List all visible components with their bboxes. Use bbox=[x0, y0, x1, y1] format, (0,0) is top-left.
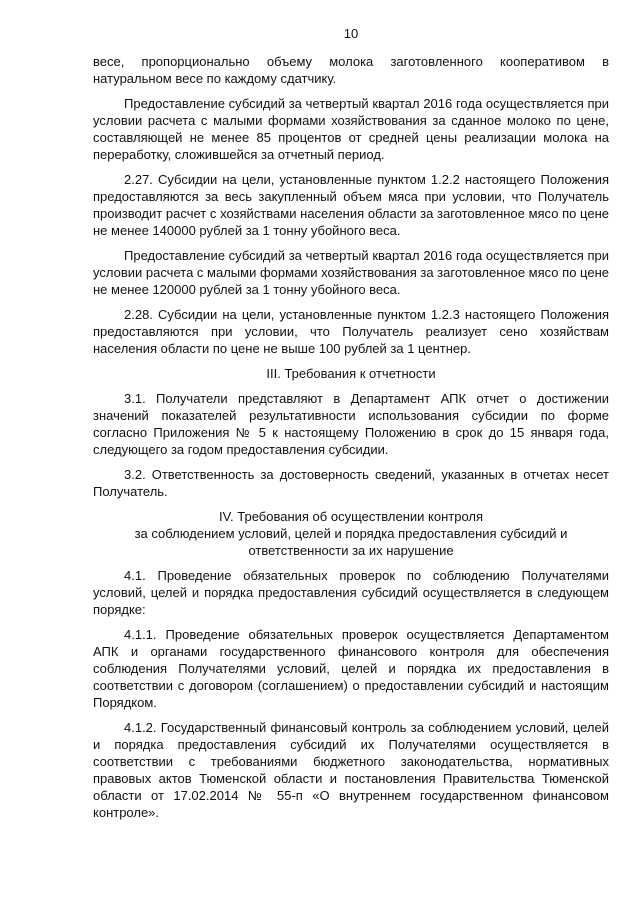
paragraph-4-1-1: 4.1.1. Проведение обязательных проверок осуществляется Департаментом АПК и органами государственного финансового контроля для обеспечения соблюдения Получателями условий, целей и порядка их предоставления в соответствии с договором (соглашением) о предоставлении субсидий и настоящим Порядком. bbox=[93, 627, 609, 710]
paragraph-q4-milk: Предоставление субсидий за четвертый квартал 2016 года осуществляется при условии расчета с малыми формами хозяйствования за сданное молоко по цене, составляющей не менее 85 процентов от средней цены реализации молока на переработку, сложившейся за отчетный период. bbox=[93, 96, 609, 162]
paragraph-3-1: 3.1. Получатели представляют в Департамент АПК отчет о достижении значений показателей результативности использования субсидии по форме согласно Приложения № 5 к настоящему Положению в срок до 15 января года, следующего за годом предоставления субсидии. bbox=[93, 391, 609, 457]
paragraph-4-1-2: 4.1.2. Государственный финансовый контроль за соблюдением условий, целей и порядка предоставления субсидий их Получателями осуществляется в соответствии с требованиями бюджетного законодательства, нормативных правовых актов Тюменской области и постановления Правительства Тюменской области от 17.02.2014 № 55-п «О внутреннем государственном финансовом контроле». bbox=[93, 720, 609, 820]
section-4-heading bbox=[93, 508, 609, 559]
paragraph-continuation: весе, пропорционально объему молока заготовленного кооперативом в натуральном весе по каждому сдатчику. bbox=[93, 54, 609, 86]
paragraph-2-27: 2.27. Субсидии на цели, установленные пунктом 1.2.2 настоящего Положения предоставляются за весь закупленный объем мяса при условии, что Получатель производит расчет с хозяйствами населения области за заготовленное мясо по цене не менее 140000 рублей за 1 тонну убойного веса. bbox=[93, 172, 609, 238]
paragraph-2-28: 2.28. Субсидии на цели, установленные пунктом 1.2.3 настоящего Положения предоставляются при условии, что Получатель реализует сено хозяйствам населения области по цене не выше 100 рублей за 1 центнер. bbox=[93, 307, 609, 356]
page-number: 10 bbox=[343, 26, 359, 41]
paragraph-4-1: 4.1. Проведение обязательных проверок по соблюдению Получателями условий, целей и порядка предоставления субсидий осуществляется в следующем порядке: bbox=[93, 568, 609, 617]
section-4-title-line-2: за соблюдением условий, целей и порядка предоставления субсидий и bbox=[134, 526, 568, 541]
paragraph-q4-meat: Предоставление субсидий за четвертый квартал 2016 года осуществляется при условии расчета с малыми формами хозяйствования за заготовленное мясо по цене не менее 120000 рублей за 1 тонну убойного веса. bbox=[93, 248, 609, 297]
section-3-title: III. Требования к отчетности bbox=[266, 366, 436, 381]
paragraph-3-2: 3.2. Ответственность за достоверность сведений, указанных в отчетах несет Получатель. bbox=[93, 467, 609, 499]
section-4-title-line-3: ответственности за их нарушение bbox=[248, 543, 454, 558]
document-page bbox=[93, 26, 609, 829]
section-3-heading bbox=[93, 365, 609, 382]
section-4-title-line-1: IV. Требования об осуществлении контроля bbox=[218, 509, 484, 524]
